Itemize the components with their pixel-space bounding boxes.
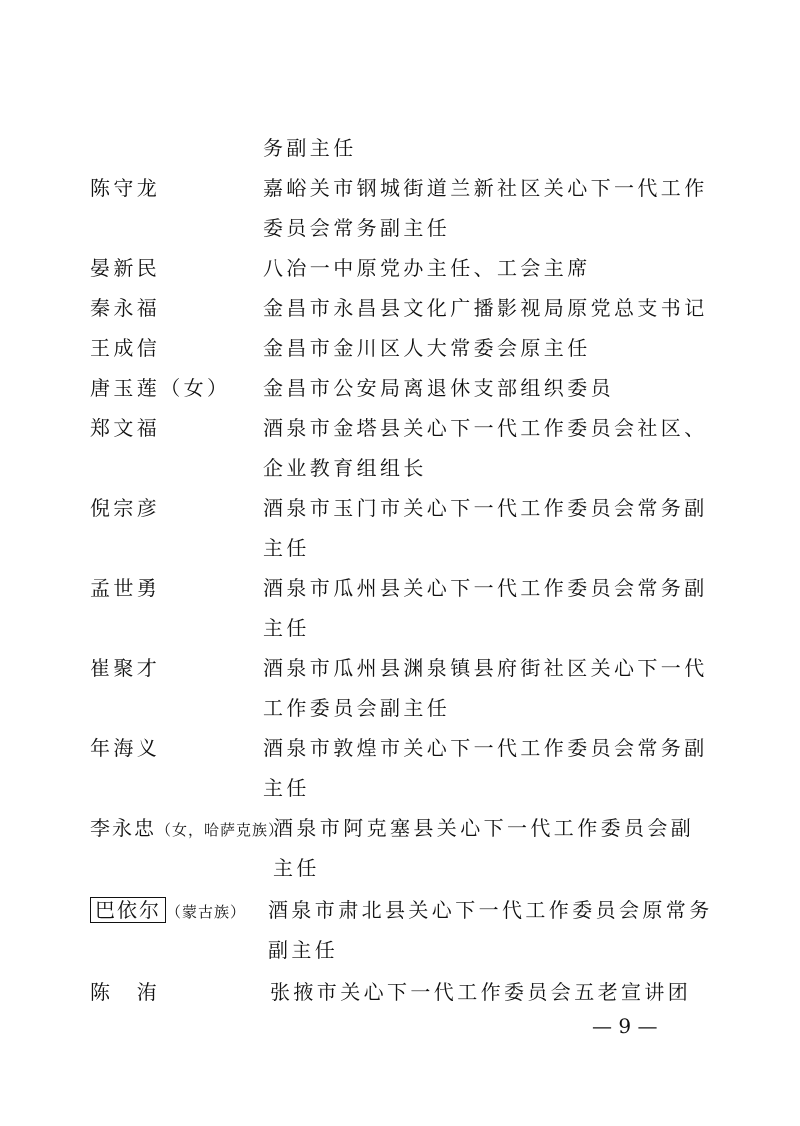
entry-11-line-1: 主任 bbox=[273, 856, 320, 880]
entry-9-name: 崔聚才 bbox=[90, 656, 161, 680]
entry-7-name: 倪宗彦 bbox=[90, 496, 161, 520]
entry-1-name: 陈守龙 bbox=[90, 176, 161, 200]
entry-9-line-0: 酒泉市瓜州县渊泉镇县府街社区关心下一代 bbox=[263, 656, 708, 680]
entry-9-line-1: 工作委员会副主任 bbox=[263, 696, 451, 720]
entry-2-line-0: 八冶一中原党办主任、工会主席 bbox=[263, 256, 591, 280]
entry-10-line-0: 酒泉市敦煌市关心下一代工作委员会常务副 bbox=[263, 736, 708, 760]
entry-13-name: 陈 洧 bbox=[90, 980, 161, 1004]
page-number: — 9 — bbox=[592, 1014, 658, 1038]
entry-8-line-0: 酒泉市瓜州县关心下一代工作委员会常务副 bbox=[263, 576, 708, 600]
entry-1-line-0: 嘉峪关市钢城街道兰新社区关心下一代工作 bbox=[263, 176, 708, 200]
entry-12-name-row bbox=[90, 896, 246, 926]
entry-6-line-0: 酒泉市金塔县关心下一代工作委员会社区、 bbox=[263, 416, 708, 440]
entry-8-line-1: 主任 bbox=[263, 616, 310, 640]
entry-4-line-0: 金昌市金川区人大常委会原主任 bbox=[263, 336, 591, 360]
entry-11-name: 李永忠 bbox=[90, 816, 156, 840]
entry-3-name: 秦永福 bbox=[90, 296, 161, 320]
entry-0-line-0: 务副主任 bbox=[263, 136, 357, 160]
entry-11-name-note: （女，哈萨克族） bbox=[156, 821, 285, 839]
entry-5-line-0: 金昌市公安局离退休支部组织委员 bbox=[263, 376, 614, 400]
entry-1-line-1: 委员会常务副主任 bbox=[263, 216, 451, 240]
entry-7-line-0: 酒泉市玉门市关心下一代工作委员会常务副 bbox=[263, 496, 708, 520]
entry-7-line-1: 主任 bbox=[263, 536, 310, 560]
entry-12-name-note: （蒙古族） bbox=[166, 903, 247, 921]
entry-11-line-0: 酒泉市阿克塞县关心下一代工作委员会副 bbox=[273, 816, 695, 840]
entry-2-name: 晏新民 bbox=[90, 256, 161, 280]
entry-5-name: 唐玉莲（女） bbox=[90, 376, 231, 400]
entry-3-line-0: 金昌市永昌县文化广播影视局原党总支书记 bbox=[263, 296, 708, 320]
entry-6-name: 郑文福 bbox=[90, 416, 161, 440]
entry-10-line-1: 主任 bbox=[263, 776, 310, 800]
entry-6-line-1: 企业教育组组长 bbox=[263, 456, 427, 480]
entry-8-name: 孟世勇 bbox=[90, 576, 161, 600]
entry-12-line-1: 副主任 bbox=[268, 938, 339, 962]
entry-13-line-0: 张掖市关心下一代工作委员会五老宣讲团 bbox=[270, 980, 692, 1004]
entry-12-name-boxed: 巴依尔 bbox=[90, 897, 166, 923]
entry-4-name: 王成信 bbox=[90, 336, 161, 360]
entry-11-name-row bbox=[90, 814, 284, 844]
entry-12-line-0: 酒泉市肃北县关心下一代工作委员会原常务 bbox=[268, 898, 713, 922]
entry-10-name: 年海义 bbox=[90, 736, 161, 760]
